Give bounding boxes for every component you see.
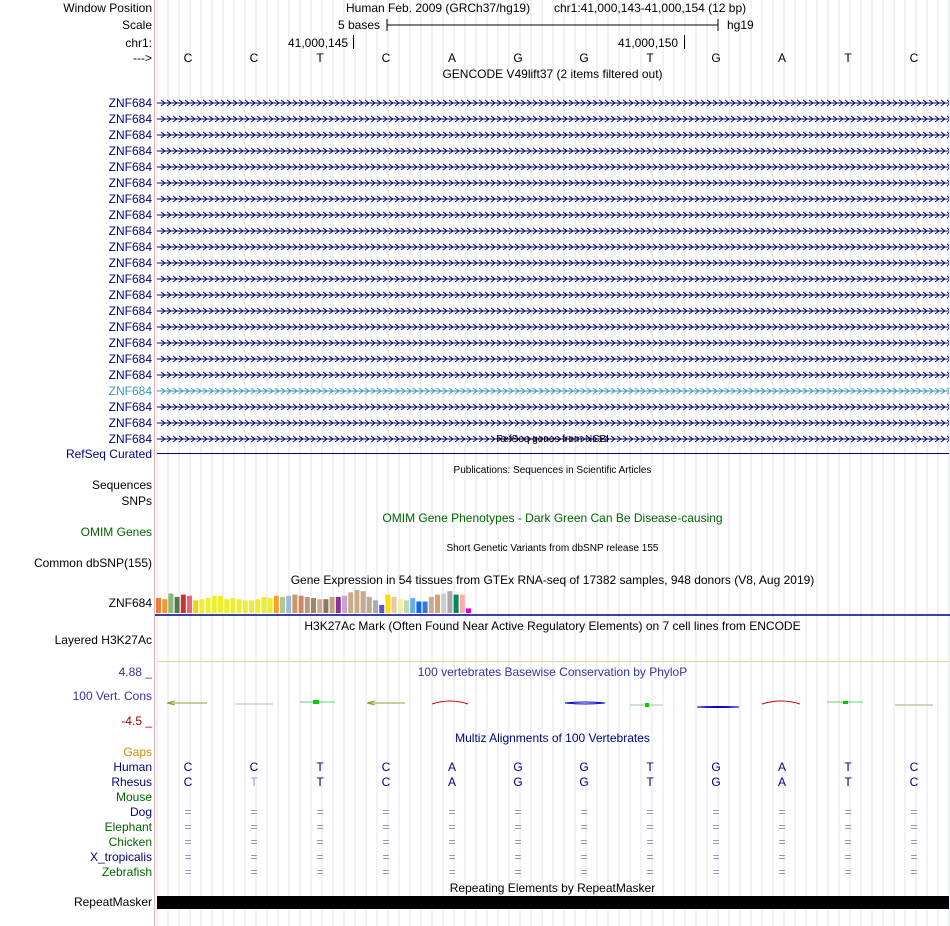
gencode-gene-label[interactable]: ZNF684 — [108, 352, 152, 366]
multiz-base: C — [381, 760, 391, 774]
gencode-gene-label[interactable]: ZNF684 — [108, 96, 152, 110]
gencode-gene-feature[interactable] — [157, 99, 949, 107]
gencode-gene-label[interactable]: ZNF684 — [108, 176, 152, 190]
multiz-base: A — [777, 775, 786, 789]
gencode-gene-feature[interactable] — [157, 387, 949, 395]
multiz-species-label[interactable]: Dog — [129, 805, 152, 819]
gtex-tissue-bar — [404, 600, 409, 613]
multiz-base: G — [513, 775, 523, 789]
phylop-conservation-plot[interactable] — [155, 694, 950, 714]
base-letter: C — [909, 51, 919, 65]
phylop-label[interactable]: 100 Vert. Cons — [72, 689, 152, 703]
gencode-gene-feature[interactable] — [157, 403, 949, 411]
base-letter: T — [844, 51, 852, 65]
multiz-base: T — [844, 775, 852, 789]
gtex-tissue-bar — [367, 597, 372, 613]
refseq-track-title: RefSeq genes from NCBI — [496, 434, 609, 445]
repeatmasker-track-title: Repeating Elements by RepeatMasker — [449, 881, 656, 895]
coord-tick-2 — [684, 35, 685, 49]
base-letter: T — [316, 51, 324, 65]
gencode-gene-label[interactable]: ZNF684 — [108, 288, 152, 302]
gencode-gene-feature[interactable] — [157, 339, 949, 347]
gtex-tissue-bar — [447, 591, 452, 613]
base-letter: T — [646, 51, 654, 65]
gtex-tissue-bar — [261, 597, 266, 613]
gtex-tissue-bar — [175, 597, 180, 613]
gtex-tissue-bar — [423, 602, 428, 614]
gtex-tissue-bar — [249, 600, 254, 613]
gtex-tissue-bar — [286, 596, 291, 613]
multiz-base: = — [382, 820, 390, 834]
multiz-base: = — [778, 835, 786, 849]
gencode-gene-feature[interactable] — [157, 275, 949, 283]
gencode-gene-feature[interactable] — [157, 179, 949, 187]
multiz-base: T — [646, 775, 654, 789]
gtex-track-title: Gene Expression in 54 tissues from GTEx RNA-seq of 17382 samples, 948 donors (V8, Aug 2019) — [290, 573, 815, 587]
phylop-min-label: -4.5 _ — [121, 714, 152, 728]
gencode-gene-label[interactable]: ZNF684 — [108, 160, 152, 174]
side-label-divider — [154, 0, 155, 926]
multiz-base: = — [250, 820, 258, 834]
gtex-tissue-bar — [392, 597, 397, 613]
gencode-gene-feature[interactable] — [157, 243, 949, 251]
coord-label-2: 41,000,150 — [618, 36, 679, 50]
multiz-species-label[interactable]: X_tropicalis — [89, 850, 152, 864]
base-letter: C — [381, 51, 391, 65]
gtex-tissue-bar — [385, 595, 390, 613]
multiz-base: = — [646, 805, 654, 819]
gtex-tissue-bar — [311, 598, 316, 613]
gencode-gene-feature[interactable] — [157, 131, 949, 139]
strand-arrows — [161, 148, 949, 154]
coord-label-1: 41,000,145 — [288, 36, 349, 50]
strand-arrows — [161, 212, 949, 218]
strand-arrows — [161, 420, 949, 426]
multiz-base: = — [448, 850, 456, 864]
gtex-expression-chart[interactable] — [155, 589, 950, 616]
multiz-base: = — [448, 835, 456, 849]
publications-track-title: Publications: Sequences in Scientific Articles — [453, 465, 652, 476]
gtex-tissue-bar — [156, 598, 161, 613]
gtex-tissue-bar — [441, 593, 446, 613]
gtex-tissue-bar — [305, 597, 310, 613]
gtex-tissue-bar — [280, 597, 285, 613]
publications-sequences-label[interactable]: Sequences — [91, 478, 152, 492]
omim-track-title: OMIM Gene Phenotypes - Dark Green Can Be Disease-causing — [382, 511, 723, 525]
multiz-base: = — [382, 865, 390, 879]
gencode-gene-label[interactable]: ZNF684 — [108, 368, 152, 382]
gtex-tissue-bar — [212, 596, 217, 613]
multiz-base: = — [580, 805, 588, 819]
gtex-tissue-bar — [379, 605, 384, 613]
multiz-base: = — [514, 850, 522, 864]
gtex-tissue-bar — [373, 600, 378, 613]
multiz-base: = — [382, 835, 390, 849]
publications-snps-label[interactable]: SNPs — [121, 494, 152, 508]
multiz-base: C — [909, 775, 919, 789]
gencode-gene-feature[interactable] — [157, 147, 949, 155]
multiz-base: = — [316, 850, 324, 864]
gencode-gene-feature[interactable] — [157, 291, 949, 299]
strand-arrows — [161, 340, 949, 346]
gencode-gene-label[interactable]: ZNF684 — [108, 416, 152, 430]
strand-arrows — [161, 356, 949, 362]
multiz-base: = — [382, 850, 390, 864]
multiz-base: = — [514, 865, 522, 879]
strand-arrows — [161, 116, 949, 122]
gencode-gene-label[interactable]: ZNF684 — [108, 384, 152, 398]
gencode-gene-feature[interactable] — [157, 195, 949, 203]
omim-genes-label[interactable]: OMIM Genes — [80, 525, 152, 539]
repeatmasker-block[interactable] — [157, 896, 949, 909]
strand-arrows — [161, 196, 949, 202]
gencode-track-title: GENCODE V49lift37 (2 items filtered out) — [442, 67, 663, 81]
multiz-base: A — [777, 760, 786, 774]
strand-arrows — [161, 372, 949, 378]
multiz-track-title: Multiz Alignments of 100 Vertebrates — [455, 731, 650, 745]
gtex-tissue-bar — [416, 602, 421, 614]
strand-arrows — [161, 244, 949, 250]
multiz-base: = — [844, 805, 852, 819]
base-letter: G — [711, 51, 721, 65]
gtex-tissue-bar — [348, 592, 353, 613]
gencode-gene-feature[interactable] — [157, 211, 949, 219]
strand-arrows — [161, 132, 949, 138]
coord-tick-1 — [353, 35, 354, 49]
multiz-base: = — [910, 820, 918, 834]
gtex-tissue-bar — [224, 599, 229, 613]
base-letter: C — [249, 51, 259, 65]
gtex-tissue-bar — [429, 597, 434, 613]
gencode-gene-label[interactable]: ZNF684 — [108, 144, 152, 158]
multiz-base: = — [844, 850, 852, 864]
multiz-base: G — [513, 760, 523, 774]
multiz-base: = — [646, 835, 654, 849]
base-letter: C — [183, 51, 193, 65]
multiz-base: = — [712, 850, 720, 864]
multiz-base: = — [844, 820, 852, 834]
gtex-tissue-bar — [168, 593, 173, 613]
scale-bar-text: 5 bases — [338, 18, 381, 32]
gtex-tissue-bar — [206, 598, 211, 613]
gencode-gene-label[interactable]: ZNF684 — [108, 304, 152, 318]
multiz-base: C — [183, 775, 193, 789]
multiz-base: = — [910, 850, 918, 864]
strand-arrows — [161, 180, 949, 186]
gencode-gene-feature[interactable] — [157, 259, 949, 267]
multiz-base: = — [646, 865, 654, 879]
multiz-base: G — [579, 775, 589, 789]
multiz-base: = — [184, 805, 192, 819]
strand-label: ---> — [133, 51, 152, 65]
multiz-base: = — [580, 820, 588, 834]
strand-arrows — [161, 388, 949, 394]
gtex-tissue-bar — [330, 597, 335, 613]
gtex-tissue-bar — [181, 595, 186, 613]
refseq-gene-line[interactable] — [157, 453, 949, 454]
multiz-base: T — [250, 775, 258, 789]
gtex-tissue-bar — [323, 599, 328, 613]
gencode-gene-label[interactable]: ZNF684 — [108, 112, 152, 126]
multiz-base: = — [184, 820, 192, 834]
gtex-tissue-bar — [317, 599, 322, 613]
multiz-base: = — [646, 850, 654, 864]
strand-arrows — [161, 292, 949, 298]
multiz-base: = — [316, 820, 324, 834]
gencode-gene-feature[interactable] — [157, 371, 949, 379]
gencode-gene-feature[interactable] — [157, 323, 949, 331]
gtex-tissue-bar — [237, 599, 242, 613]
multiz-base: = — [580, 850, 588, 864]
multiz-base: = — [316, 865, 324, 879]
h3k27ac-label[interactable]: Layered H3K27Ac — [54, 633, 152, 647]
gtex-tissue-bar — [435, 595, 440, 613]
multiz-species-label[interactable]: Zebrafish — [101, 865, 152, 879]
multiz-base: T — [646, 760, 654, 774]
gencode-gene-feature[interactable] — [157, 419, 949, 427]
multiz-base: = — [580, 865, 588, 879]
gencode-gene-label[interactable]: ZNF684 — [108, 128, 152, 142]
multiz-species-label[interactable]: Mouse — [115, 790, 152, 804]
gtex-tissue-bar — [243, 600, 248, 613]
multiz-base: = — [448, 820, 456, 834]
gtex-tissue-bar — [274, 596, 279, 613]
multiz-base: = — [448, 865, 456, 879]
multiz-base: = — [184, 835, 192, 849]
scale-db: hg19 — [727, 18, 754, 32]
gtex-tissue-bar — [361, 591, 366, 613]
scale-label: Scale — [121, 18, 152, 32]
gtex-tissue-bar — [336, 597, 341, 613]
h3k27ac-baseline — [157, 661, 949, 662]
gencode-gene-label[interactable]: ZNF684 — [108, 192, 152, 206]
gencode-gene-label[interactable]: ZNF684 — [108, 256, 152, 270]
base-letter: A — [777, 51, 786, 65]
multiz-base: C — [381, 775, 391, 789]
multiz-base: C — [249, 760, 259, 774]
strand-arrows — [161, 404, 949, 410]
gtex-tissue-bar — [187, 596, 192, 613]
gtex-tissue-bar — [299, 596, 304, 613]
gtex-tissue-bar — [354, 590, 359, 613]
chrom-label: chr1: — [125, 36, 152, 50]
multiz-base: T — [316, 760, 324, 774]
multiz-base: = — [448, 805, 456, 819]
multiz-base: A — [447, 760, 456, 774]
gtex-tissue-bar — [398, 599, 403, 613]
multiz-base: = — [712, 865, 720, 879]
position-range: chr1:41,000,143-41,000,154 (12 bp) — [554, 1, 747, 15]
multiz-species-label[interactable]: Human — [113, 760, 152, 774]
multiz-base: = — [316, 805, 324, 819]
multiz-base: G — [579, 760, 589, 774]
multiz-base: = — [910, 865, 918, 879]
multiz-base: = — [316, 835, 324, 849]
multiz-base: = — [712, 805, 720, 819]
gencode-gene-label[interactable]: ZNF684 — [108, 320, 152, 334]
multiz-base: = — [910, 805, 918, 819]
base-letter: G — [579, 51, 589, 65]
gtex-tissue-bar — [230, 598, 235, 613]
multiz-base: = — [646, 820, 654, 834]
base-letter: G — [513, 51, 523, 65]
multiz-species-label[interactable]: Chicken — [108, 835, 152, 849]
gtex-tissue-bar — [268, 598, 273, 613]
gtex-tissue-bar — [218, 596, 223, 613]
multiz-base: = — [712, 835, 720, 849]
phylop-track-title: 100 vertebrates Basewise Conservation by PhyloP — [417, 665, 688, 679]
multiz-base: = — [844, 865, 852, 879]
multiz-base: = — [184, 865, 192, 879]
dbsnp-label[interactable]: Common dbSNP(155) — [33, 556, 152, 570]
gencode-gene-label[interactable]: ZNF684 — [108, 224, 152, 238]
multiz-base: = — [778, 850, 786, 864]
gencode-gene-label[interactable]: ZNF684 — [108, 400, 152, 414]
gencode-gene-label[interactable]: ZNF684 — [108, 432, 152, 446]
gtex-tissue-bar — [460, 595, 465, 613]
multiz-base: = — [580, 835, 588, 849]
multiz-base: = — [910, 835, 918, 849]
gencode-gene-feature[interactable] — [157, 355, 949, 363]
multiz-base: = — [514, 805, 522, 819]
gencode-gene-feature[interactable] — [157, 307, 949, 315]
gtex-tissue-bar — [292, 595, 297, 613]
multiz-base: = — [844, 835, 852, 849]
multiz-base: T — [316, 775, 324, 789]
multiz-base: = — [250, 805, 258, 819]
multiz-base: T — [844, 760, 852, 774]
dbsnp-track-title: Short Genetic Variants from dbSNP release 155 — [446, 543, 659, 554]
multiz-base: C — [909, 760, 919, 774]
repeatmasker-label[interactable]: RepeatMasker — [73, 895, 152, 909]
gtex-tissue-bar — [466, 608, 471, 613]
gencode-gene-label[interactable]: ZNF684 — [108, 272, 152, 286]
multiz-base: = — [250, 865, 258, 879]
strand-arrows — [161, 260, 949, 266]
multiz-base: A — [447, 775, 456, 789]
strand-arrows — [161, 308, 949, 314]
strand-arrows — [161, 228, 949, 234]
gtex-gene-label[interactable]: ZNF684 — [108, 596, 152, 610]
assembly-title: Human Feb. 2009 (GRCh37/hg19) — [346, 1, 531, 15]
gaps-label[interactable]: Gaps — [123, 745, 152, 759]
multiz-base: = — [778, 865, 786, 879]
gtex-tissue-bar — [342, 596, 347, 613]
gencode-gene-feature[interactable] — [157, 115, 949, 123]
multiz-species-label[interactable]: Elephant — [104, 820, 152, 834]
gencode-gene-label[interactable]: ZNF684 — [108, 240, 152, 254]
h3k27ac-track-title: H3K27Ac Mark (Often Found Near Active Regulatory Elements) on 7 cell lines from ENCODE — [304, 619, 801, 633]
gtex-tissue-bar — [410, 598, 415, 613]
multiz-base: = — [250, 850, 258, 864]
base-letter: A — [447, 51, 456, 65]
strand-arrows — [161, 100, 949, 106]
multiz-base: C — [183, 760, 193, 774]
multiz-base: G — [711, 760, 721, 774]
gencode-gene-label[interactable]: ZNF684 — [108, 208, 152, 222]
gencode-gene-feature[interactable] — [157, 163, 949, 171]
multiz-base: = — [184, 850, 192, 864]
gencode-gene-feature[interactable] — [157, 227, 949, 235]
multiz-base: = — [514, 835, 522, 849]
strand-arrows — [161, 324, 949, 330]
multiz-species-label[interactable]: Rhesus — [111, 775, 152, 789]
scale-bar — [386, 17, 720, 33]
gencode-gene-label[interactable]: ZNF684 — [108, 336, 152, 350]
strand-arrows — [161, 276, 949, 282]
refseq-curated-label[interactable]: RefSeq Curated — [65, 447, 152, 461]
phylop-max-label: 4.88 _ — [118, 665, 152, 679]
multiz-base: = — [382, 805, 390, 819]
multiz-base: G — [711, 775, 721, 789]
multiz-base: = — [712, 820, 720, 834]
multiz-base: = — [778, 820, 786, 834]
strand-arrows — [161, 164, 949, 170]
multiz-base: = — [514, 820, 522, 834]
window-position-label: Window Position — [63, 1, 152, 15]
multiz-base: = — [250, 835, 258, 849]
multiz-base: = — [778, 805, 786, 819]
gtex-tissue-bar — [255, 599, 260, 613]
gtex-tissue-bar — [199, 599, 204, 613]
gtex-tissue-bar — [162, 599, 167, 613]
gtex-tissue-bar — [193, 600, 198, 613]
gtex-tissue-bar — [454, 595, 459, 613]
